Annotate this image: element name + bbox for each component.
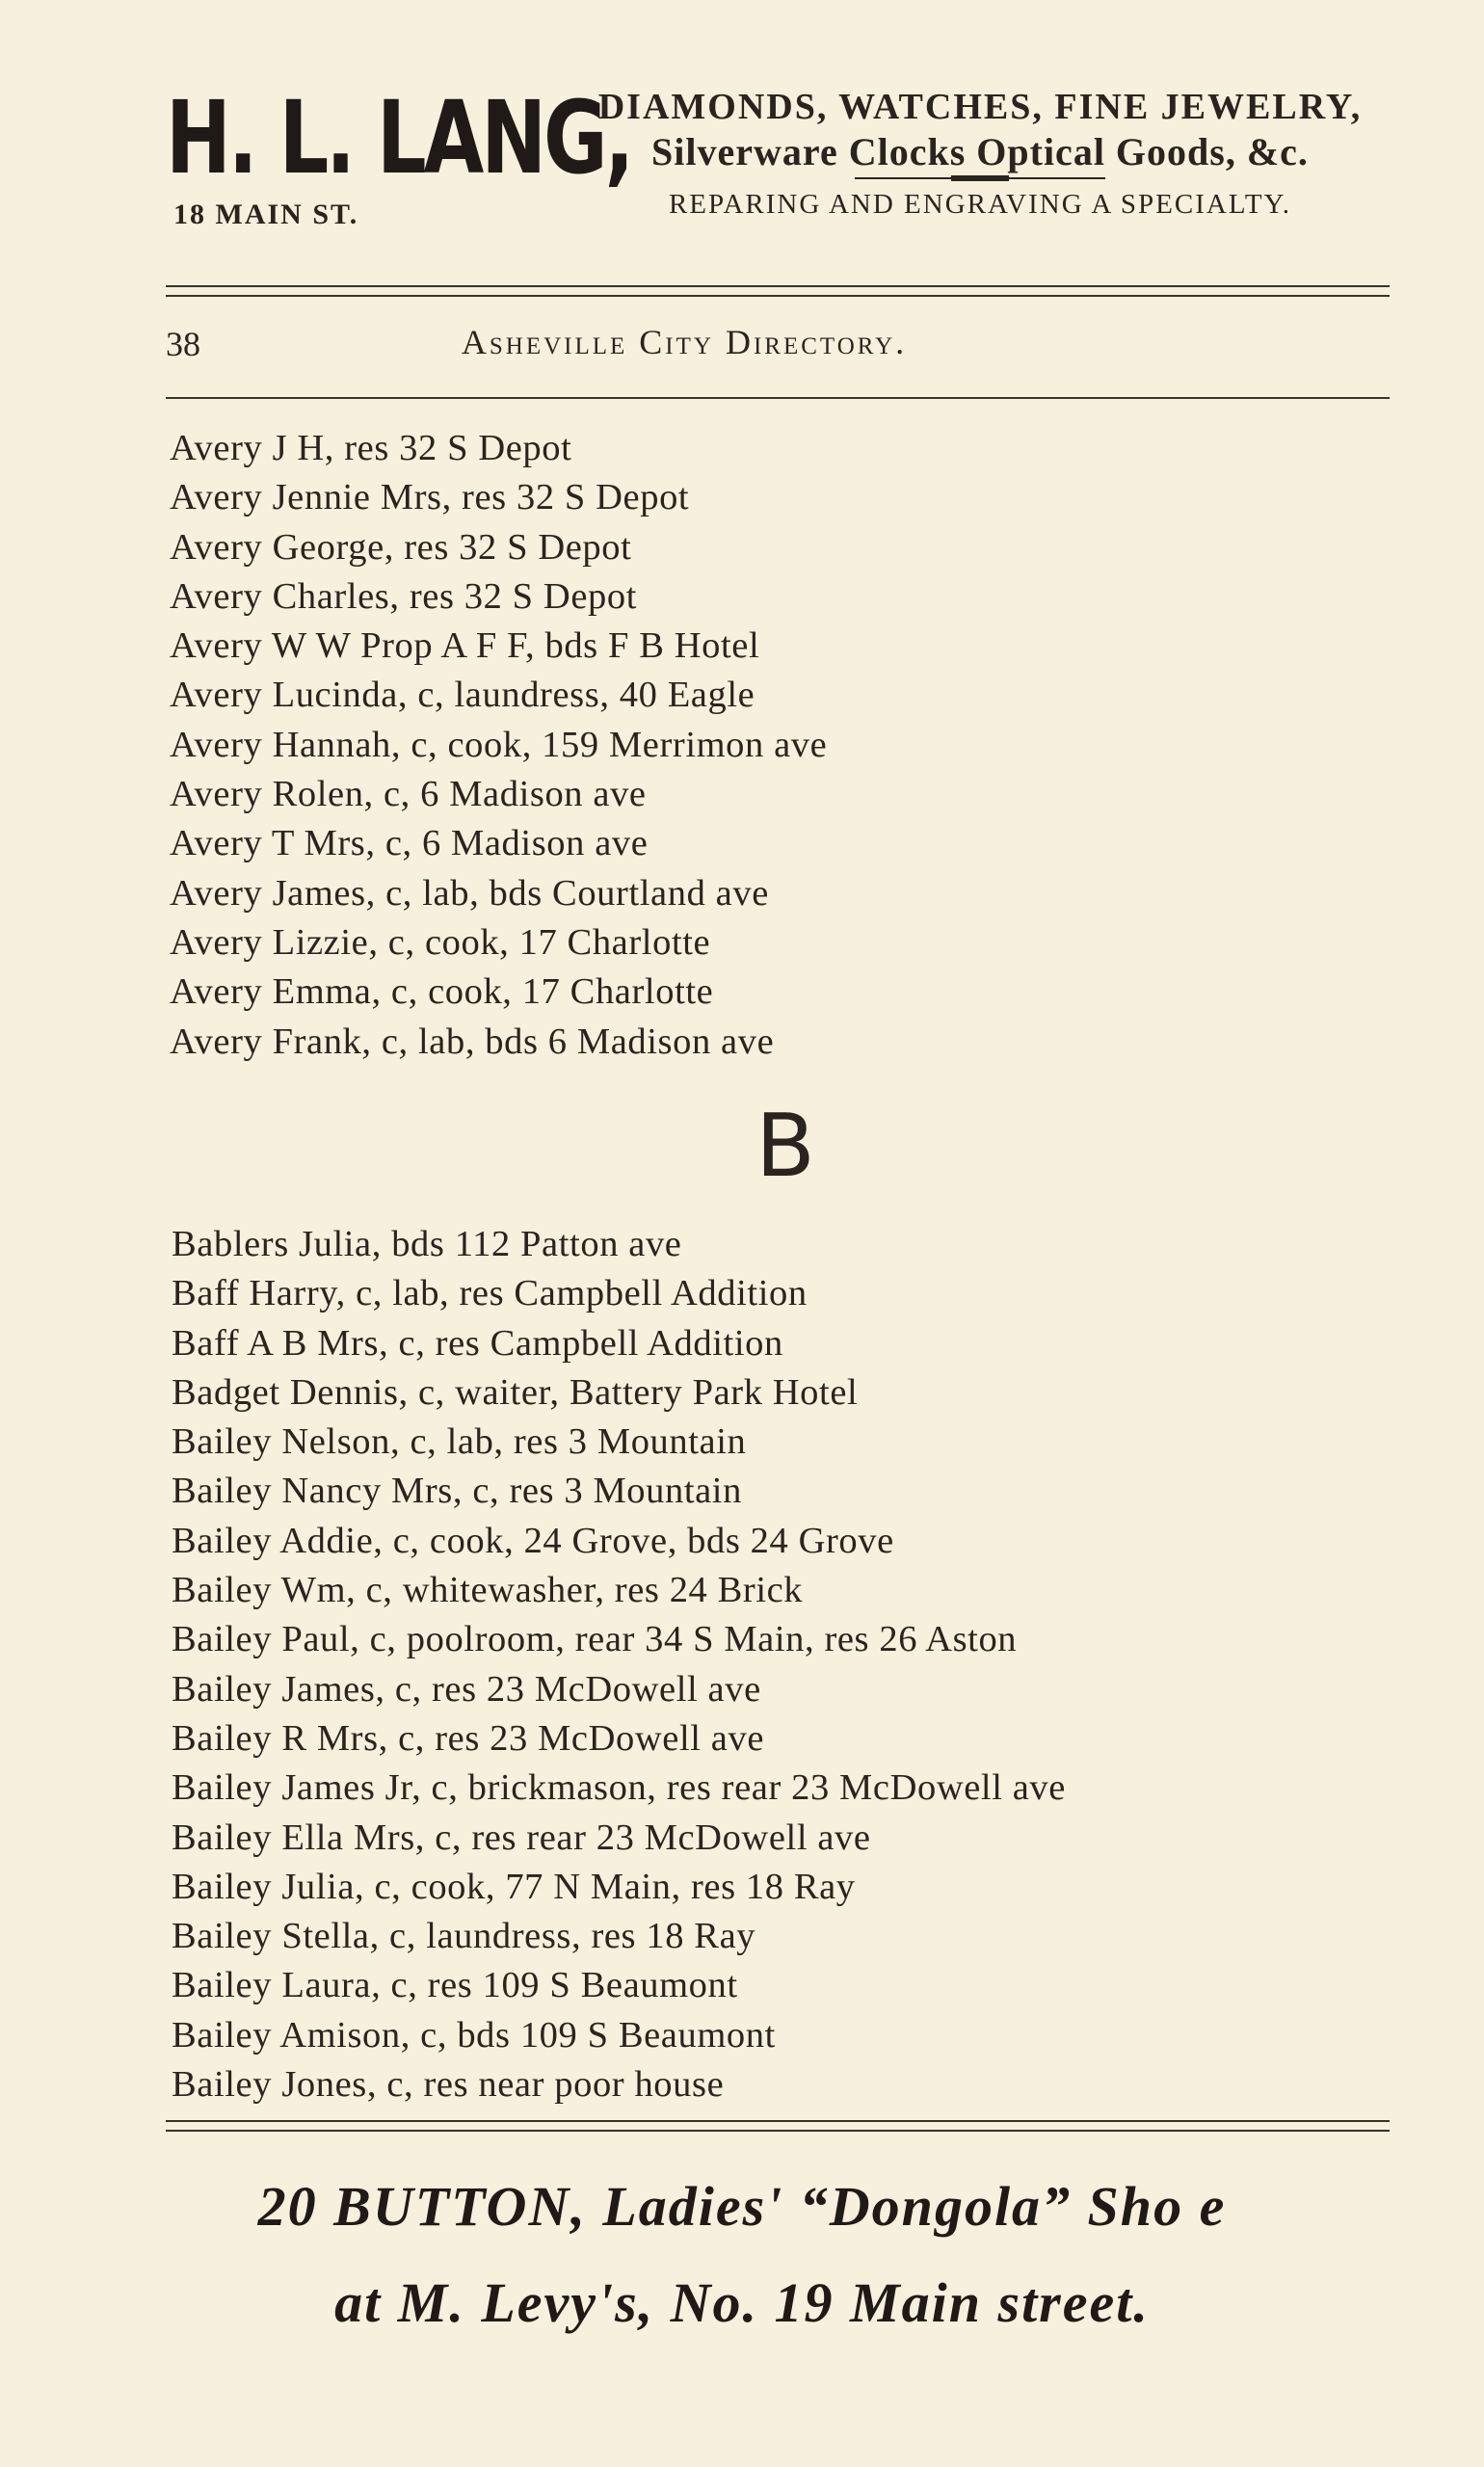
directory-entry: Avery T Mrs, c, 6 Madison ave <box>170 823 649 864</box>
header-divider <box>166 285 1390 297</box>
ad-line-1: DIAMONDS, WATCHES, FINE JEWELRY, <box>597 87 1363 127</box>
directory-entry: Bailey Ella Mrs, c, res rear 23 McDowell ave <box>172 1817 871 1858</box>
directory-entry: Bailey Addie, c, cook, 24 Grove, bds 24 Grove <box>172 1520 894 1561</box>
directory-entry: Bailey Nancy Mrs, c, res 3 Mountain <box>172 1471 742 1512</box>
directory-entry: Avery Rolen, c, 6 Madison ave <box>170 774 647 815</box>
directory-entry: Avery George, res 32 S Depot <box>170 526 632 568</box>
footer-ad-line-1: 20 BUTTON, Ladies' “Dongola” Sho e <box>257 2175 1227 2238</box>
header-advertisement <box>166 79 1418 239</box>
directory-entry: Bailey R Mrs, c, res 23 McDowell ave <box>172 1717 765 1759</box>
ad-ornament-rule <box>855 177 1105 179</box>
advertiser-name: H. L. LANG, <box>166 79 632 197</box>
directory-entry: Avery James, c, lab, bds Courtland ave <box>170 872 769 914</box>
ad-line-3: REPARING AND ENGRAVING A SPECIALTY. <box>668 189 1292 220</box>
running-title: Asheville City Directory. <box>461 323 908 361</box>
directory-entry: Avery Lizzie, c, cook, 17 Charlotte <box>170 921 711 963</box>
directory-entry: Bailey Stella, c, laundress, res 18 Ray <box>172 1916 756 1957</box>
directory-entry: Bailey Amison, c, bds 109 S Beaumont <box>172 2014 776 2056</box>
directory-entry: Avery Jennie Mrs, res 32 S Depot <box>170 477 690 518</box>
entries-list-b <box>172 1220 1066 2109</box>
directory-entry: Avery Lucinda, c, laundress, 40 Eagle <box>170 675 755 716</box>
directory-entry: Bailey Nelson, c, lab, res 3 Mountain <box>172 1421 747 1463</box>
footer-advertisement <box>0 2159 1484 2351</box>
directory-entry: Avery W W Prop A F F, bds F B Hotel <box>170 625 760 667</box>
advertiser-address: 18 MAIN ST. <box>173 199 359 230</box>
directory-entry: Badget Dennis, c, waiter, Battery Park Hotel <box>172 1371 859 1413</box>
directory-entry: Bailey James Jr, c, brickmason, res rear 23 McDowell ave <box>172 1767 1066 1809</box>
directory-entry: Baff A B Mrs, c, res Campbell Addition <box>172 1322 783 1364</box>
directory-entry: Bailey Laura, c, res 109 S Beaumont <box>172 1965 738 2006</box>
directory-entry: Bailey Julia, c, cook, 77 N Main, res 18 Ray <box>172 1866 856 1907</box>
title-divider <box>166 397 1390 399</box>
entries-list-a <box>170 424 827 1067</box>
section-letter: B <box>755 1096 815 1197</box>
advertisement-copy <box>546 85 1414 224</box>
directory-entry: Bailey Wm, c, whitewasher, res 24 Brick <box>172 1570 804 1611</box>
footer-divider <box>166 2120 1390 2132</box>
footer-ad-line-2: at M. Levy's, No. 19 Main street. <box>334 2271 1150 2334</box>
page-number: 38 <box>166 325 200 363</box>
directory-entry: Avery Hannah, c, cook, 159 Merrimon ave <box>170 724 828 765</box>
directory-entry: Avery J H, res 32 S Depot <box>170 428 572 468</box>
directory-entry: Bailey Jones, c, res near poor house <box>172 2064 725 2106</box>
ad-line-2: Silverware Clocks Optical Goods, &c. <box>651 130 1309 173</box>
directory-entry: Baff Harry, c, lab, res Campbell Addition <box>172 1273 808 1314</box>
directory-entry: Bablers Julia, bds 112 Patton ave <box>172 1224 682 1264</box>
directory-entry: Avery Emma, c, cook, 17 Charlotte <box>170 971 714 1013</box>
directory-entry: Bailey James, c, res 23 McDowell ave <box>172 1668 761 1710</box>
directory-entry: Avery Frank, c, lab, bds 6 Madison ave <box>170 1021 775 1062</box>
directory-entry: Avery Charles, res 32 S Depot <box>170 575 638 617</box>
directory-entry: Bailey Paul, c, poolroom, rear 34 S Main, res 26 Aston <box>172 1619 1018 1660</box>
